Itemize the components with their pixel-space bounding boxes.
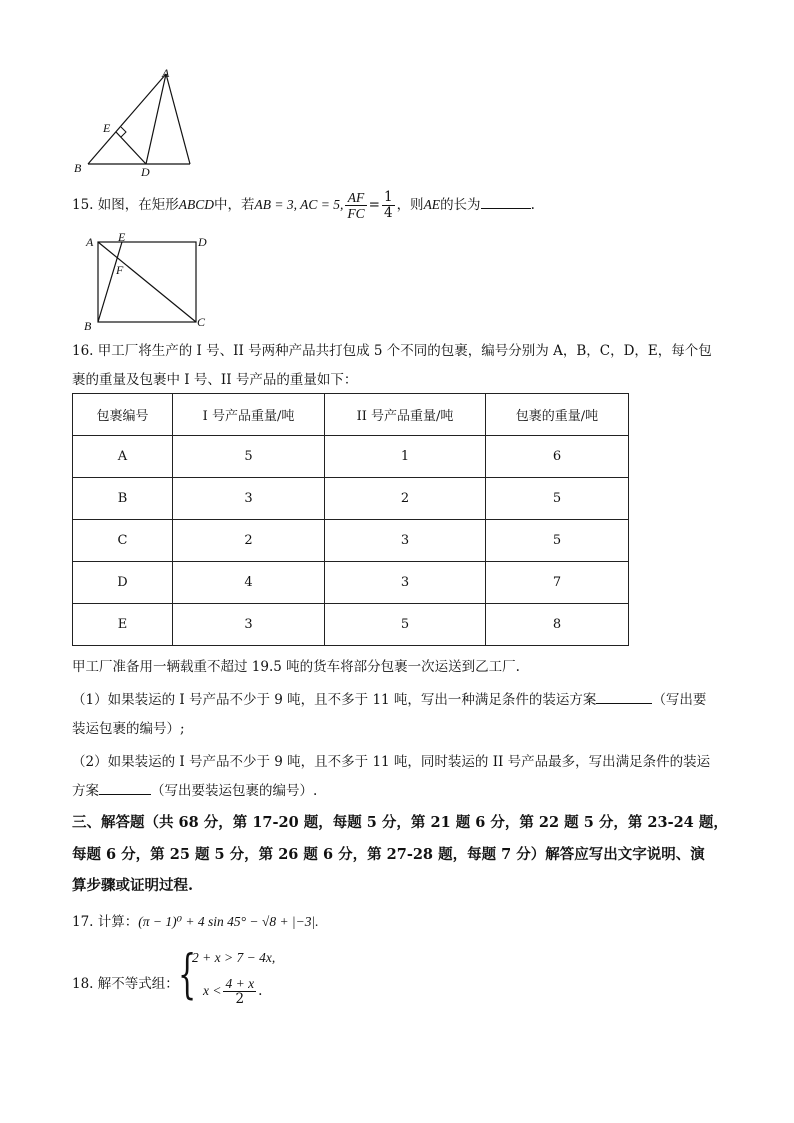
label-E: E <box>118 232 126 244</box>
answer-blank-q15[interactable] <box>481 196 531 209</box>
label-B: B <box>84 319 92 332</box>
label-A: A <box>86 235 94 249</box>
section-3-heading-line2: 每题 6 分，第 25 题 5 分，第 26 题 6 分，第 27-28 题，每题 7 分）解答应写出文字说明、演 <box>72 846 705 863</box>
header-package-weight: 包裹的重量/吨 <box>486 394 629 436</box>
table-row: D 4 3 7 <box>73 562 629 604</box>
table-row: C 2 3 5 <box>73 520 629 562</box>
triangle-figure-q14 <box>66 64 206 176</box>
q16-part1-line2: 装运包裹的编号）; <box>72 721 185 737</box>
header-product-2-weight: II 号产品重量/吨 <box>325 394 486 436</box>
question-15: 15. 如图，在矩形ABCD中，若AB = 3, AC = 5, $\frac{AF}{FC}$ = $\frac{1}{4}$ ，则AE的长为 . <box>72 189 535 221</box>
table-row: A 5 1 6 <box>73 436 629 478</box>
q16-part1-line1: （1）如果装运的 I 号产品不少于 9 吨，且不多于 11 吨，写出一种满足条件的装运方案 （写出要 <box>72 692 707 708</box>
header-package-id: 包裹编号 <box>73 394 173 436</box>
package-table <box>72 393 629 646</box>
q17-label: 17. 计算： <box>72 914 139 930</box>
label-C: C <box>197 315 206 329</box>
q18-inequality-2: x < $\frac{4 + x}{2}$ . <box>203 976 263 1007</box>
q16-part2-line2: 方案 （写出要装运包裹的编号）. <box>72 783 318 799</box>
q16-after-table: 甲工厂准备用一辆载重不超过 19.5 吨的货车将部分包裹一次运送到乙工厂. <box>72 659 520 675</box>
table-row: E 3 5 8 <box>73 604 629 646</box>
section-3-heading-line1: 三、解答题（共 68 分，第 17-20 题，每题 5 分，第 21 题 6 分，第 22 题 5 分，第 23-24 题， <box>72 814 728 831</box>
rectangle-figure-q15 <box>80 232 220 332</box>
section-3-heading-line3: 算步骤或证明过程. <box>72 877 194 894</box>
label-E: E <box>103 121 111 135</box>
fraction-af-fc: $\frac{AF}{FC}$ <box>347 190 365 221</box>
label-D: D <box>141 165 150 176</box>
label-B: B <box>74 161 82 175</box>
answer-blank-q16-part1[interactable] <box>596 691 652 704</box>
q17-expression: (π − 1)⁰ + 4 sin 45° − √8 + |−3|. <box>138 914 319 929</box>
q18-inequality-1: 2 + x > 7 − 4x, <box>192 950 276 965</box>
header-product-1-weight: I 号产品重量/吨 <box>173 394 325 436</box>
label-D: D <box>198 235 207 249</box>
q16-part2-line1: （2）如果装运的 I 号产品不少于 9 吨，且不多于 11 吨，同时装运的 II 号产品最多，写出满足条件的装运 <box>72 754 711 770</box>
q18-label: 18. 解不等式组： <box>72 976 179 992</box>
table-header-row <box>73 394 629 436</box>
fraction-one-quarter: $\frac{1}{4}$ <box>383 189 393 221</box>
question-17 <box>72 910 319 930</box>
q16-intro-line2: 裹的重量及包裹中 I 号、II 号产品的重量如下： <box>72 372 358 388</box>
label-A: A <box>162 66 170 80</box>
q16-intro-line1: 16. 甲工厂将生产的 I 号、II 号两种产品共打包成 5 个不同的包裹，编号分别为 A，B，C，D，E，每个包 <box>72 343 712 359</box>
table-row: B 3 2 5 <box>73 478 629 520</box>
q18-brace: { <box>178 945 197 1005</box>
fraction-4x-over-2: $\frac{4 + x}{2}$ <box>225 976 255 1007</box>
q15-number: 15. <box>72 197 94 213</box>
answer-blank-q16-part2[interactable] <box>99 782 151 795</box>
label-F: F <box>116 263 124 277</box>
